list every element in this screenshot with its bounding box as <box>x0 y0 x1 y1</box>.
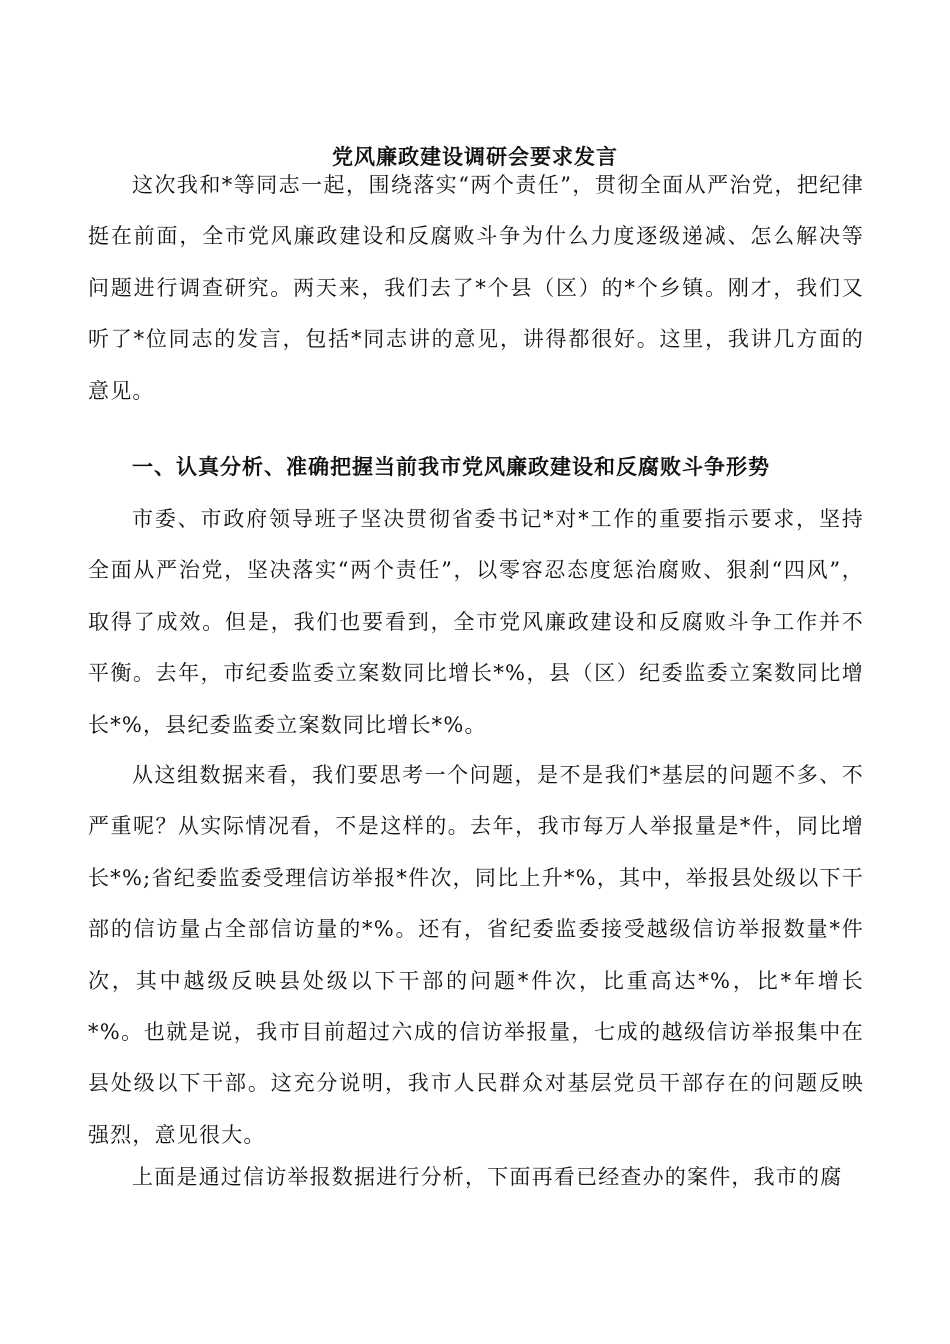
paragraph-situation: 市委、市政府领导班子坚决贯彻省委书记*对*工作的重要指示要求，坚持全面从严治党，坚决落实“两个责任”，以零容忍态度惩治腐败、狠刹“四风”，取得了成效。但是，我们也要看到，全市党风廉政建设和反腐败斗争工作并不平衡。去年，市纪委监委立案数同比增长*%，县（区）纪委监委立案数同比增长*%，县纪委监委立案数同比增长*%。 <box>88 507 864 737</box>
paragraph-cases: 上面是通过信访举报数据进行分析，下面再看已经查办的案件，我市的腐 <box>132 1165 843 1189</box>
paragraph-intro: 这次我和*等同志一起，围绕落实“两个责任”，贯彻全面从严治党，把纪律挺在前面，全市党风廉政建设和反腐败斗争为什么力度逐级递减、怎么解决等问题进行调查研究。两天来，我们去了*个县（区）的*个乡镇。刚才，我们又听了*位同志的发言，包括*同志讲的意见，讲得都很好。这里，我讲几方面的意见。 <box>88 173 864 403</box>
section-heading-1: 一、认真分析、准确把握当前我市党风廉政建设和反腐败斗争形势 <box>132 454 770 479</box>
document-title: 党风廉政建设调研会要求发言 <box>332 144 618 169</box>
paragraph-data-analysis: 从这组数据来看，我们要思考一个问题，是不是我们*基层的问题不多、不严重呢？从实际情况看，不是这样的。去年，我市每万人举报量是*件，同比增长*%;省纪委监委受理信访举报*件次，同比上升*%，其中，举报县处级以下干部的信访量占全部信访量的*%。还有，省纪委监委接受越级信访举报数量*件次，其中越级反映县处级以下干部的问题*件次，比重高达*%，比*年增长*%。也就是说，我市目前超过六成的信访举报量，七成的越级信访举报集中在县处级以下干部。这充分说明，我市人民群众对基层党员干部存在的问题反映强烈，意见很大。 <box>88 763 864 1147</box>
